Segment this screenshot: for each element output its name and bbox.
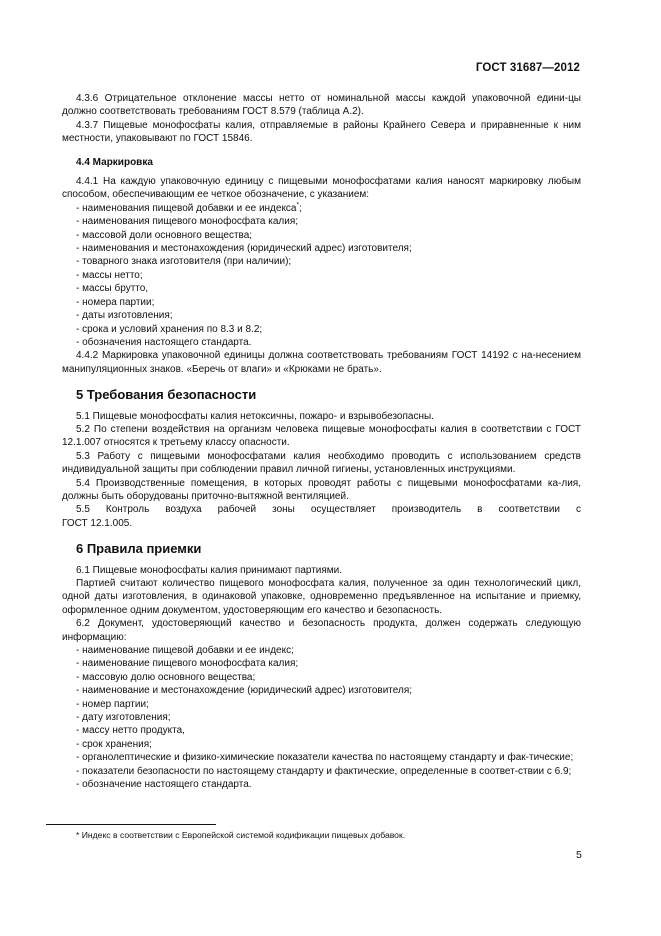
list-item: - массовую долю основного вещества; [76,671,256,683]
list-item: - наименование и местонахождение (юридический адрес) изготовителя; [76,685,413,697]
list-item: - срок хранения; [76,738,152,750]
clause-5-1: 5.1 Пищевые монофосфаты калия нетоксичны, пожаро- и взрывобезопасны. [76,410,434,422]
list-item: - наименование пищевого монофосфата калия; [76,658,299,670]
list-item: - обозначения настоящего стандарта. [76,336,252,348]
list-item: - массы брутто, [76,283,149,295]
clause-5-5: 5.5 Контроль воздуха рабочей зоны осуществляет производитель в соответствии с [76,504,581,516]
list-item: - массу нетто продукта, [76,725,185,737]
list-item: - номера партии; [76,296,155,308]
list-item: - массы нетто; [76,269,143,281]
clause-4-3-7: 4.3.7 Пищевые монофосфаты калия, отправляемые в районы Крайнего Севера и приравненные к ним местности, упаковывают по ГОСТ 15846. [62,119,581,145]
list-item: - органолептические и физико-химические показатели качества по настоящему стандарту и фак-тические; [76,752,574,764]
list-item-tail: ; [299,202,302,214]
list-item: - обозначение настоящего стандарта. [76,779,252,791]
clause-6-2: 6.2 Документ, удостоверяющий качество и безопасность продукта, должен содержать следующую информацию: [62,618,581,643]
list-item: - наименования пищевого монофосфата калия; [76,216,299,228]
clause-5-4: 5.4 Производственные помещения, в которых проводят работы с пищевыми монофосфатами ка-лия, должны быть оборудованы приточно-вытяжной вентиляцией. [62,477,581,502]
clause-6-1: 6.1 Пищевые монофосфаты калия принимают партиями. [76,564,343,576]
list-item: - массовой доли основного вещества; [76,229,253,241]
list-item: - наименование пищевой добавки и ее индекс; [76,645,294,657]
section-6-heading: 6 Правила приемки [76,541,202,557]
section-4-4-heading: 4.4 Маркировка [76,156,153,168]
list-item-text: - наименования пищевой добавки и ее индекса [76,202,297,214]
footnote-mark: * [296,201,300,209]
list-item: - товарного знака изготовителя (при наличии); [76,256,292,268]
clause-5-2: 5.2 По степени воздействия на организм человека пищевые монофосфаты калия в соответствии с ГОСТ 12.1.007 относятся к третьему классу опасности. [62,423,581,449]
list-item: - срока и условий хранения по 8.3 и 8.2; [76,323,263,335]
page-number: 5 [576,849,582,861]
clause-4-4-1: 4.4.1 На каждую упаковочную единицу с пищевыми монофосфатами калия наносят маркировку любым способом, обеспечивающим ее четкое обозначение, с указанием: [62,176,581,201]
list-item: - наименования и местонахождения (юридический адрес) изготовителя; [76,243,412,255]
footnote: * Индекс в соответствии с Европейской системой кодификации пищевых добавок. [76,830,406,840]
clause-5-3: 5.3 Работу с пищевыми монофосфатами калия необходимо проводить с использованием средств индивидуальной защиты при соблюдении правил личной гигиены, установленных инструкциями. [62,450,581,476]
list-item: - номер партии; [76,698,149,710]
document-header: ГОСТ 31687—2012 [475,62,580,74]
clause-5-5-continuation: ГОСТ 12.1.005. [62,517,133,529]
clause-4-4-2: 4.4.2 Маркировка упаковочной единицы должна соответствовать требованиям ГОСТ 14192 с на-несением манипуляционных знаков. «Беречь от влаги» и «Крюками не брать». [62,350,581,375]
list-item: - даты изготовления; [76,310,173,322]
page-body [62,92,581,792]
list-item: - дату изготовления; [76,712,171,724]
list-item: - показатели безопасности по настоящему стандарту и фактические, определенные в соответ-ствии с 6.9; [76,765,572,777]
clause-6-1-definition: Партией считают количество пищевого монофосфата калия, полученное за один технологический цикл, одной даты изготовления, в одинаковой упаковке, одновременно предъявленное на испытание и приемку, оформленное одним документом, удостоверяющим его качество и безопасность. [62,578,581,616]
list-item [62,202,581,215]
clause-4-3-6: 4.3.6 Отрицательное отклонение массы нетто от номинальной массы каждой упаковочной едини-цы должно соответствовать требованиям ГОСТ 8.579 (таблица А.2). [62,93,581,118]
section-5-heading: 5 Требования безопасности [76,387,257,403]
footnote-separator [46,824,216,825]
